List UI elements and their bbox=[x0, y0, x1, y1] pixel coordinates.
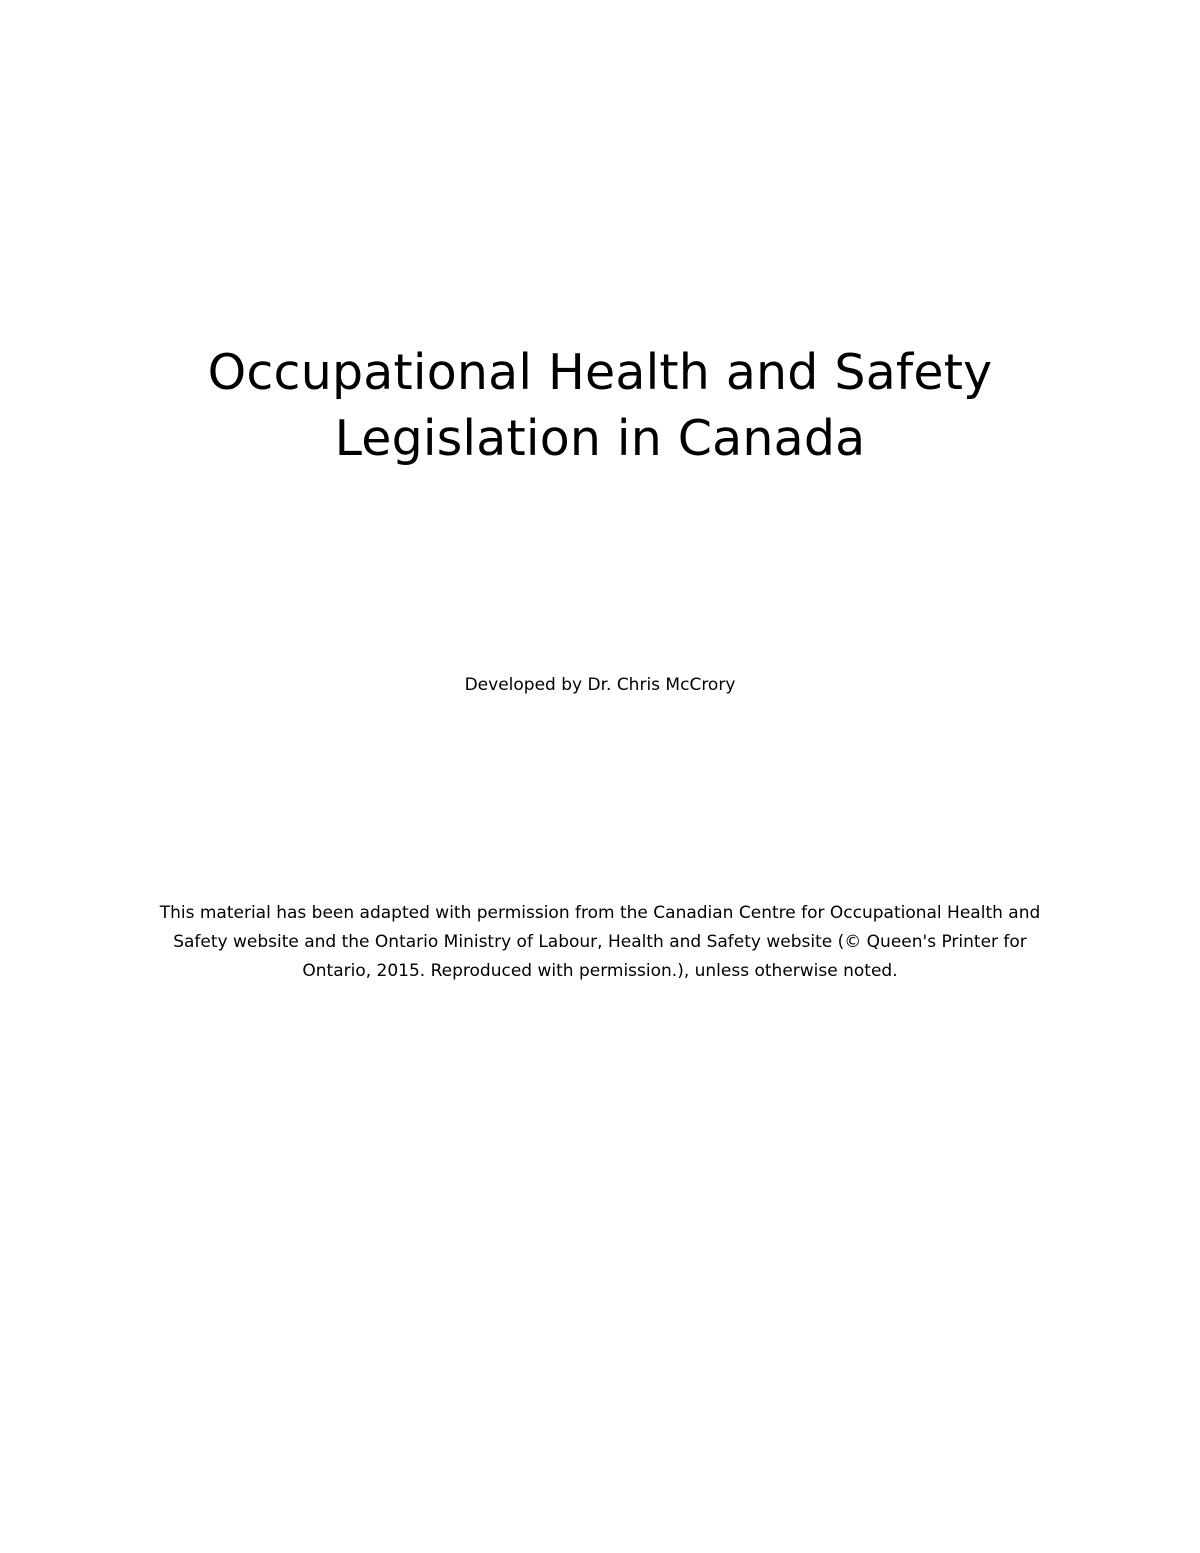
attribution-notice bbox=[130, 899, 1070, 986]
attribution-line: This material has been adapted with permission from the Canadian Centre for Occupational Health and bbox=[159, 903, 1041, 923]
attribution-line: Ontario, 2015. Reproduced with permission.), unless otherwise noted. bbox=[302, 961, 898, 981]
title-line: Occupational Health and Safety bbox=[207, 344, 993, 401]
attribution-line: Safety website and the Ontario Ministry of Labour, Health and Safety website (© Queen's Printer for bbox=[173, 932, 1027, 952]
title-line: Legislation in Canada bbox=[334, 410, 866, 467]
document-title bbox=[100, 340, 1100, 472]
author-credit: Developed by Dr. Chris McCrory bbox=[464, 675, 736, 695]
